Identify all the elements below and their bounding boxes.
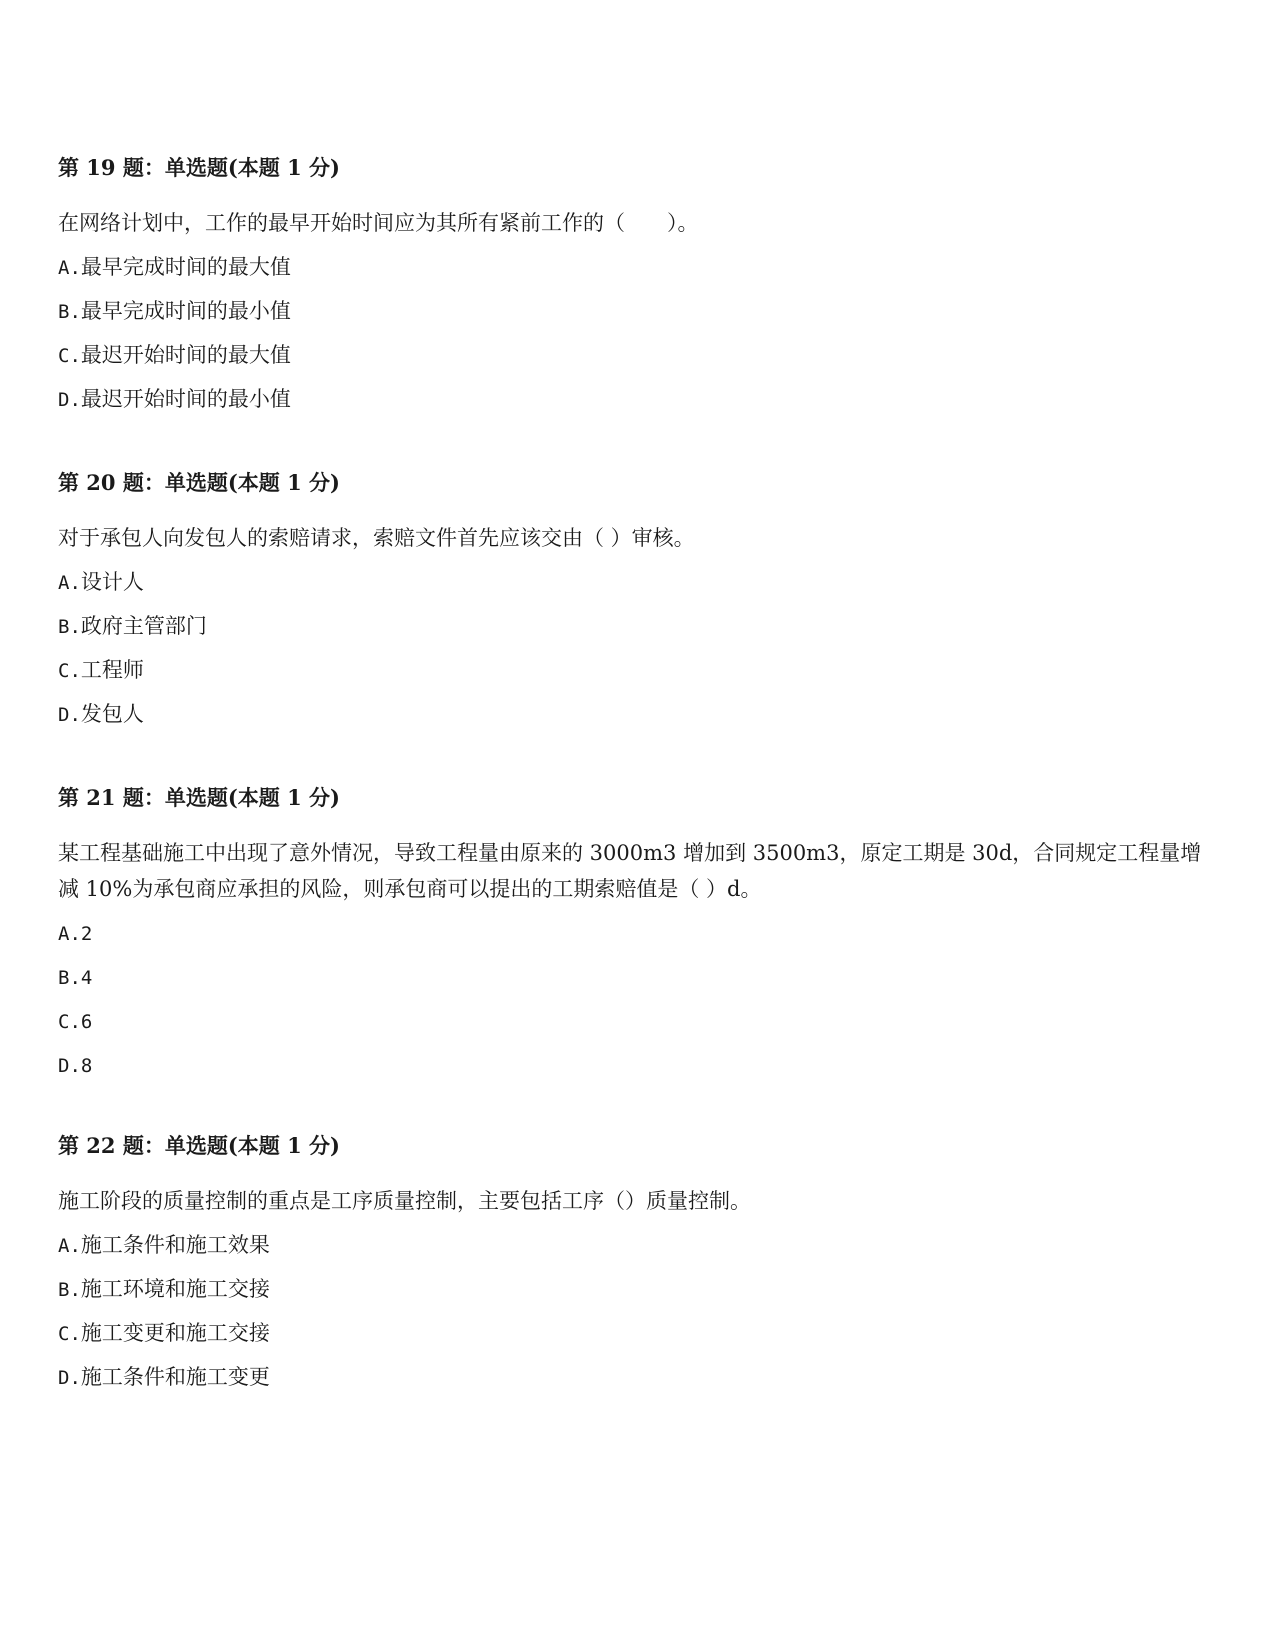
option-text: 工程师 — [80, 658, 144, 682]
option-letter: B. — [58, 1279, 81, 1301]
option-letter: A. — [58, 572, 81, 594]
option-text: 最早完成时间的最大值 — [80, 255, 291, 279]
option-letter: B. — [58, 301, 81, 323]
option-letter: C. — [58, 660, 81, 682]
option-text: 发包人 — [80, 702, 144, 726]
question-stem: 施工阶段的质量控制的重点是工序质量控制，主要包括工序（）质量控制。 — [58, 1189, 751, 1213]
option-letter: D. — [58, 1367, 81, 1389]
option-list — [58, 564, 1208, 732]
option-text: 施工变更和施工交接 — [80, 1321, 270, 1345]
option-letter: A. — [58, 923, 81, 945]
question-21 — [58, 785, 1208, 1091]
question-stem: 对于承包人向发包人的索赔请求，索赔文件首先应该交由（ ）审核。 — [58, 526, 695, 550]
question-title: 第 19 题：单选题(本题 1 分) — [58, 155, 340, 180]
option-text: 最早完成时间的最小值 — [80, 299, 291, 323]
option-letter: B. — [58, 616, 81, 638]
option-letter: C. — [58, 1323, 81, 1345]
option-d[interactable] — [58, 1047, 1208, 1083]
option-text: 施工条件和施工变更 — [80, 1365, 270, 1389]
option-a[interactable] — [58, 249, 1208, 285]
option-d[interactable] — [58, 381, 1208, 417]
option-a[interactable] — [58, 564, 1208, 600]
option-text: 8 — [80, 1055, 93, 1077]
option-a[interactable] — [58, 1227, 1208, 1263]
option-letter: C. — [58, 345, 81, 367]
question-title: 第 22 题：单选题(本题 1 分) — [58, 1133, 340, 1158]
option-letter: D. — [58, 704, 81, 726]
option-letter: A. — [58, 257, 81, 279]
option-text: 政府主管部门 — [80, 614, 207, 638]
option-text: 6 — [80, 1011, 93, 1033]
option-c[interactable] — [58, 1003, 1208, 1039]
option-c[interactable] — [58, 652, 1208, 688]
option-c[interactable] — [58, 1315, 1208, 1351]
option-text: 设计人 — [80, 570, 144, 594]
option-text: 最迟开始时间的最小值 — [80, 387, 291, 411]
question-stem: 某工程基础施工中出现了意外情况，导致工程量由原来的 3000m3 增加到 3500m3，原定工期是 30d，合同规定工程量增减 10%为承包商应承担的风险，则承包商可以提出的工期索赔值是（ ）d。 — [58, 841, 1202, 901]
option-letter: B. — [58, 967, 81, 989]
question-19 — [58, 155, 1208, 425]
option-a[interactable] — [58, 915, 1208, 951]
option-list — [58, 249, 1208, 417]
option-text: 最迟开始时间的最大值 — [80, 343, 291, 367]
option-text: 4 — [80, 967, 93, 989]
option-letter: A. — [58, 1235, 81, 1257]
option-b[interactable] — [58, 959, 1208, 995]
option-letter: C. — [58, 1011, 81, 1033]
question-22 — [58, 1133, 1208, 1403]
option-b[interactable] — [58, 293, 1208, 329]
option-text: 施工条件和施工效果 — [80, 1233, 270, 1257]
question-stem: 在网络计划中，工作的最早开始时间应为其所有紧前工作的（ ）。 — [58, 211, 699, 235]
option-text: 2 — [80, 923, 93, 945]
option-letter: D. — [58, 389, 81, 411]
option-d[interactable] — [58, 696, 1208, 732]
question-title: 第 20 题：单选题(本题 1 分) — [58, 470, 340, 495]
option-letter: D. — [58, 1055, 81, 1077]
question-20 — [58, 470, 1208, 740]
option-c[interactable] — [58, 337, 1208, 373]
option-list — [58, 915, 1208, 1083]
option-list — [58, 1227, 1208, 1395]
option-d[interactable] — [58, 1359, 1208, 1395]
option-b[interactable] — [58, 1271, 1208, 1307]
option-text: 施工环境和施工交接 — [80, 1277, 270, 1301]
option-b[interactable] — [58, 608, 1208, 644]
question-title: 第 21 题：单选题(本题 1 分) — [58, 785, 340, 810]
